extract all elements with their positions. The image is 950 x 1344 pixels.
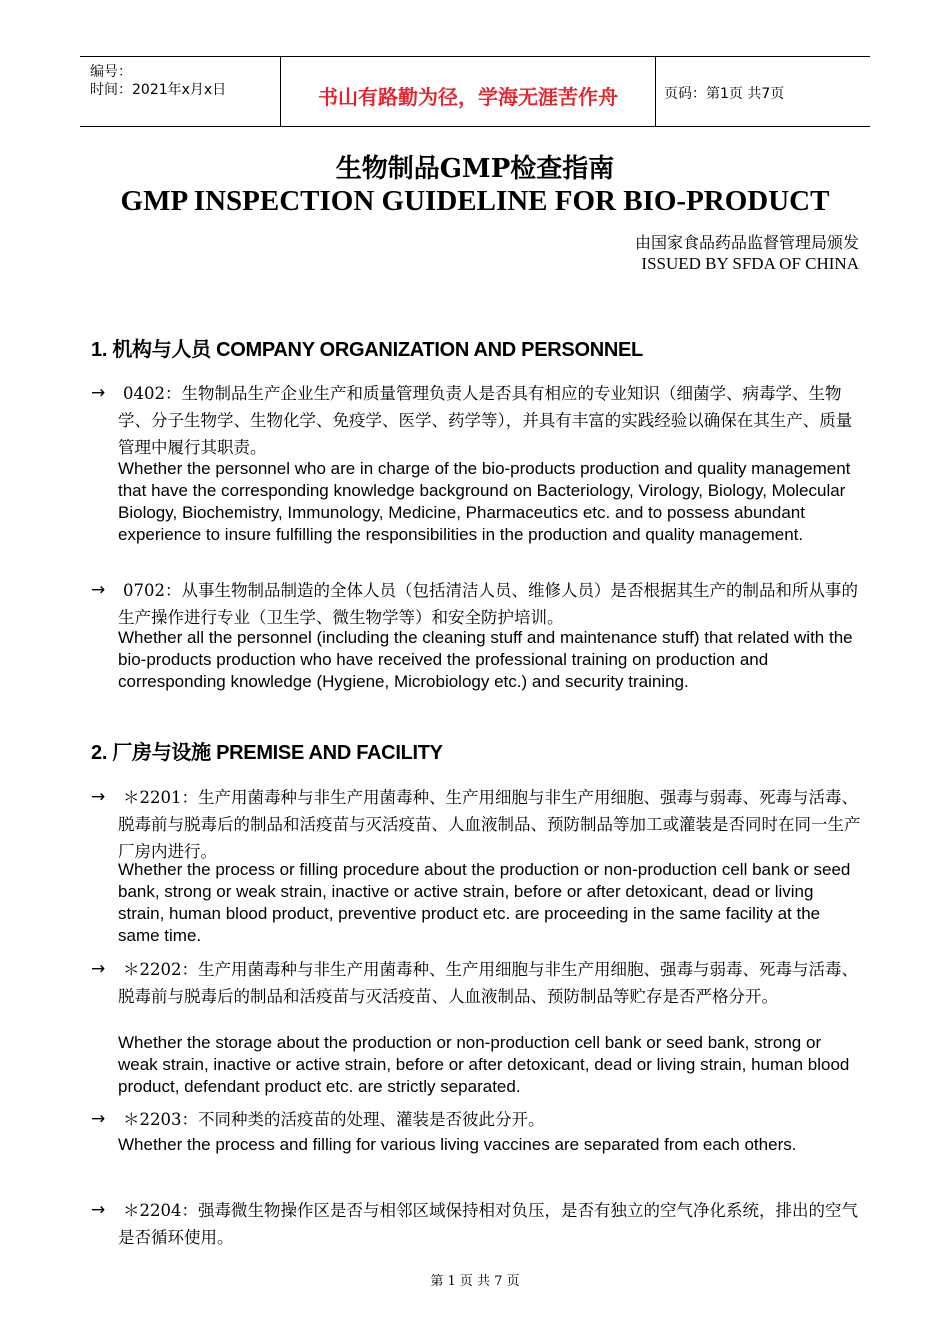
header-page-info: 页码：第1页 共7页 (664, 86, 785, 102)
issued-by-chinese: 由国家食品药品监督管理局颁发 (634, 233, 859, 252)
page-footer: 第 1 页 共 7 页 (430, 1274, 520, 1289)
arrow-bullet-icon: → (91, 1109, 106, 1129)
item-text-chinese: ＊2201：生产用菌毒种与非生产用菌毒种、生产用细胞与非生产用细胞、强毒与弱毒、死毒与活毒、脱毒前与脱毒后的制品和活疫苗与灭活疫苗、人血液制品、预防制品等加工或灌装是否同时在同一生产厂房内进行。 (118, 788, 861, 861)
item-text-english: Whether the process and filling for various living vaccines are separated from each others. (118, 1135, 797, 1154)
title-chinese: 生物制品GMP检查指南 (335, 154, 615, 184)
section-heading-personnel: 1. 机构与人员 COMPANY ORGANIZATION AND PERSONNEL (91, 339, 643, 361)
item-text-english: Whether all the personnel (including the cleaning stuff and maintenance stuff) that related with the bio-products production who have received the professional training on production and corresponding knowledge (Hygiene, Microbiology etc.) and security training. (118, 628, 853, 691)
item-text-english: Whether the process or filling procedure about the production or non-production cell bank or seed bank, strong or weak strain, inactive or active strain, before or after detoxicant, dead or living strain, human blood product, preventive product etc. are proceeding in the same facility at the same time. (118, 860, 851, 945)
issued-by-english: ISSUED BY SFDA OF CHINA (641, 254, 859, 273)
header-motto: 书山有路勤为径，学海无涯苦作舟 (318, 85, 618, 109)
item-text-english: Whether the personnel who are in charge of the bio-products production and quality management that have the corresponding knowledge background on Bacteriology, Virology, Biology, Molecular Biology, Biochemistry, Immunology, Medicine, Pharmaceutics etc. and to possess abundant experience to insure fulfilling the responsibilities in the production and quality management. (118, 459, 851, 544)
item-text-chinese: 0402：生物制品生产企业生产和质量管理负责人是否具有相应的专业知识（细菌学、病毒学、生物学、分子生物学、生物化学、免疫学、医学、药学等），并具有丰富的实践经验以确保在其生产、质量管理中履行其职责。 (118, 384, 853, 457)
document-date: 时间：2021年x月x日 (90, 82, 227, 98)
item-text-english: Whether the storage about the production or non-production cell bank or seed bank, strong or weak strain, inactive or active strain, before or after detoxicant, dead or living strain, human blood product, defendant product etc. are strictly separated. (118, 1033, 850, 1096)
title-english: GMP INSPECTION GUIDELINE FOR BIO-PRODUCT (120, 185, 830, 217)
arrow-bullet-icon: → (91, 383, 106, 403)
header-meta-cell (80, 57, 280, 126)
arrow-bullet-icon: → (91, 1200, 106, 1220)
arrow-bullet-icon: → (91, 580, 106, 600)
arrow-bullet-icon: → (91, 787, 106, 807)
item-text-chinese: ＊2202：生产用菌毒种与非生产用菌毒种、生产用细胞与非生产用细胞、强毒与弱毒、死毒与活毒、脱毒前与脱毒后的制品和活疫苗与灭活疫苗、人血液制品、预防制品等贮存是否严格分开。 (118, 960, 858, 1006)
header-page-cell (655, 57, 870, 126)
document-header (80, 56, 870, 127)
item-text-chinese: 0702：从事生物制品制造的全体人员（包括清洁人员、维修人员）是否根据其生产的制品和所从事的生产操作进行专业（卫生学、微生物学等）和安全防护培训。 (118, 581, 858, 627)
arrow-bullet-icon: → (91, 959, 106, 979)
item-text-chinese: ＊2204：强毒微生物操作区是否与相邻区域保持相对负压，是否有独立的空气净化系统，排出的空气是否循环使用。 (118, 1201, 858, 1247)
document-number-label: 编号： (90, 64, 132, 80)
section-heading-premise: 2. 厂房与设施 PREMISE AND FACILITY (91, 742, 443, 764)
header-motto-cell (280, 57, 656, 126)
item-text-chinese: ＊2203：不同种类的活疫苗的处理、灌装是否彼此分开。 (123, 1110, 545, 1129)
